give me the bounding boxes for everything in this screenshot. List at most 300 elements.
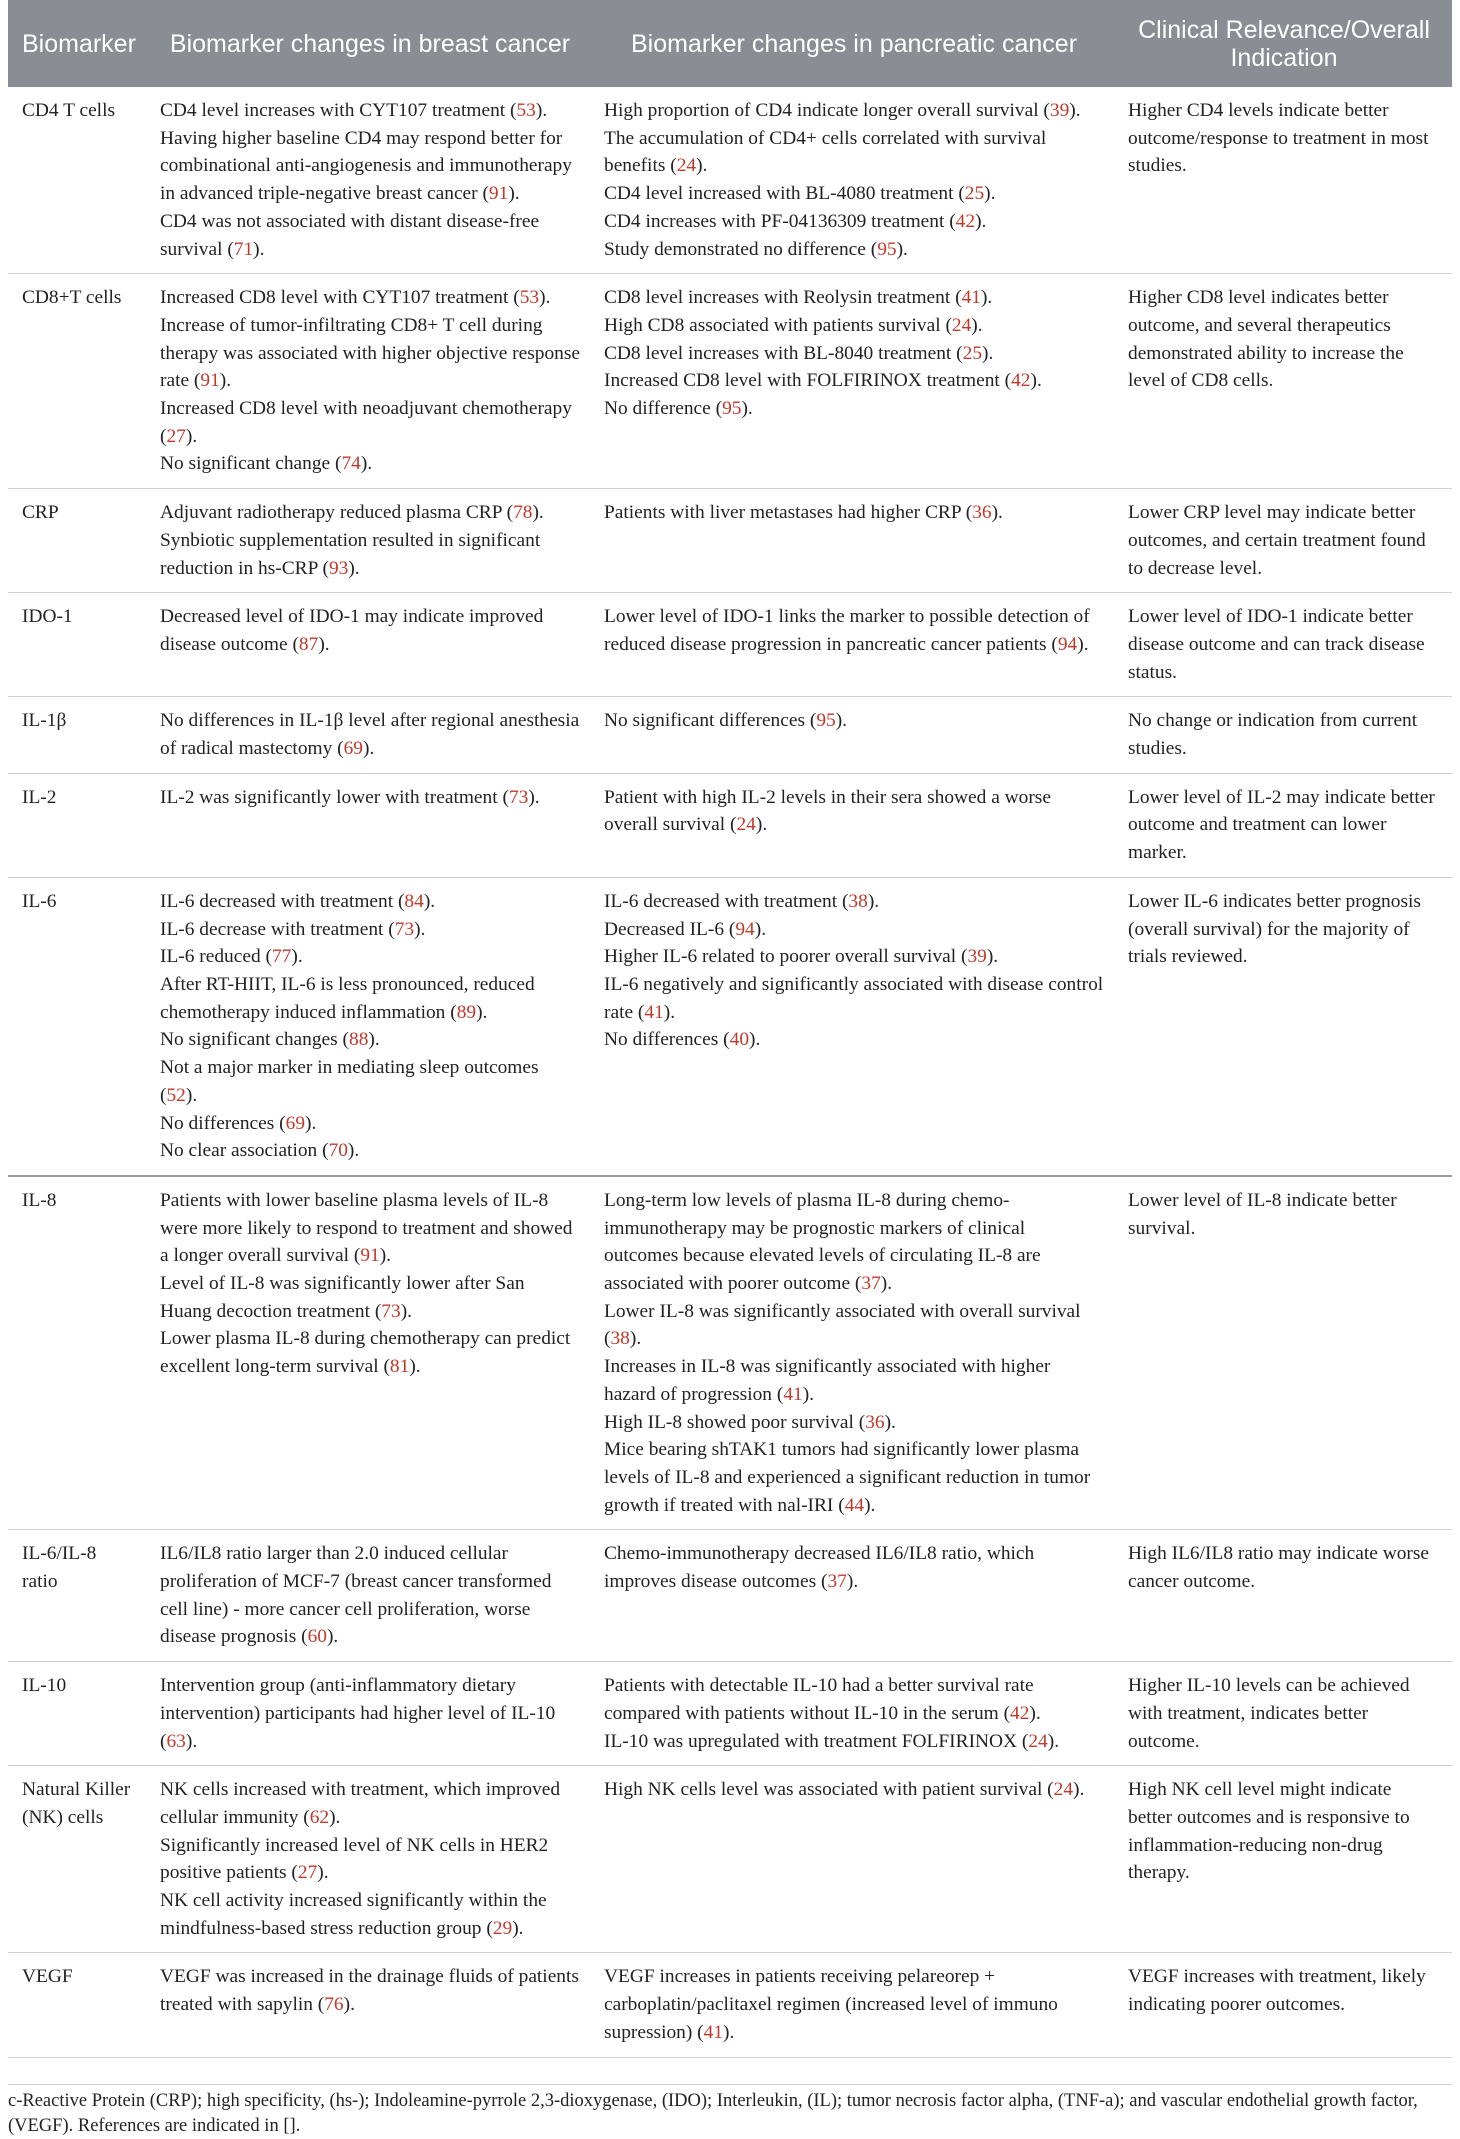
table-row bbox=[8, 1766, 1452, 1953]
finding-line bbox=[604, 707, 1104, 735]
finding-text-end: ). bbox=[1069, 100, 1081, 121]
finding-text-end: ). bbox=[409, 1356, 421, 1378]
finding-line bbox=[160, 916, 580, 944]
finding-text: Increased CD8 level with CYT107 treatment ( bbox=[160, 287, 520, 309]
reference-link[interactable]: 94 bbox=[1057, 633, 1078, 655]
finding-text-end: ). bbox=[802, 1383, 815, 1405]
reference-link[interactable]: 27 bbox=[166, 425, 186, 447]
finding-text: No significant change ( bbox=[160, 453, 342, 475]
finding-line bbox=[604, 603, 1104, 658]
biomarker-cell: IL-1β bbox=[8, 697, 148, 773]
finding-line bbox=[604, 971, 1104, 1026]
breast-changes-cell bbox=[148, 87, 592, 274]
reference-link[interactable]: 37 bbox=[827, 1571, 847, 1593]
clinical-relevance-cell: Lower CRP level may indicate better outcomes, and certain treatment found to decrease level. bbox=[1116, 489, 1452, 593]
reference-link[interactable]: 41 bbox=[961, 287, 981, 309]
finding-text: Lower plasma IL-8 during chemotherapy can predict excellent long-term survival ( bbox=[160, 1328, 571, 1378]
reference-link[interactable]: 41 bbox=[703, 2021, 724, 2043]
reference-link[interactable]: 25 bbox=[962, 342, 983, 364]
finding-text-end: ). bbox=[305, 1112, 317, 1134]
table-row bbox=[8, 1530, 1452, 1662]
finding-line bbox=[160, 1026, 580, 1054]
finding-text: Increased CD8 level with FOLFIRINOX treatment ( bbox=[604, 370, 1012, 392]
reference-link[interactable]: 69 bbox=[285, 1112, 306, 1134]
finding-text-end: ). bbox=[185, 1084, 198, 1106]
table-row bbox=[8, 274, 1452, 489]
finding-line bbox=[604, 1776, 1104, 1804]
finding-text: Level of IL-8 was significantly lower after San Huang decoction treatment ( bbox=[160, 1273, 525, 1322]
reference-link[interactable]: 62 bbox=[309, 1806, 330, 1828]
finding-line bbox=[604, 1409, 1104, 1437]
biomarker-cell: IL-10 bbox=[8, 1662, 148, 1766]
finding-text: CD8 level increases with Reolysin treatment ( bbox=[604, 287, 962, 309]
breast-changes-cell bbox=[148, 489, 592, 593]
clinical-relevance-cell: Lower level of IL-2 may indicate better outcome and treatment can lower marker. bbox=[1116, 773, 1452, 877]
finding-text: CD4 was not associated with distant disease-free survival ( bbox=[160, 210, 540, 260]
clinical-relevance-cell: Lower level of IL-8 indicate better survival. bbox=[1116, 1176, 1452, 1530]
finding-text-end: ). bbox=[754, 918, 767, 940]
finding-text-end: ). bbox=[185, 1730, 198, 1752]
finding-line bbox=[160, 1054, 580, 1109]
breast-changes-cell bbox=[148, 1176, 592, 1530]
finding-text-end: ). bbox=[476, 1001, 488, 1023]
table-row bbox=[8, 489, 1452, 593]
finding-text-end: ). bbox=[984, 183, 996, 205]
finding-line bbox=[604, 125, 1104, 180]
table-body bbox=[8, 87, 1452, 2057]
header-breast-cancer: Biomarker changes in breast cancer bbox=[148, 0, 592, 87]
finding-text-end: ). bbox=[629, 1328, 642, 1350]
finding-line bbox=[604, 1436, 1104, 1519]
reference-link[interactable]: 42 bbox=[1010, 1702, 1030, 1724]
reference-link[interactable]: 91 bbox=[200, 370, 220, 392]
finding-text: Adjuvant radiotherapy reduced plasma CRP ( bbox=[160, 502, 514, 524]
pancreatic-changes-cell bbox=[592, 1530, 1116, 1662]
table-row bbox=[8, 1662, 1452, 1766]
pancreatic-changes-cell bbox=[592, 697, 1116, 773]
finding-line bbox=[604, 1540, 1104, 1595]
biomarker-cell: IL-6 bbox=[8, 877, 148, 1176]
reference-link[interactable]: 27 bbox=[297, 1862, 318, 1884]
reference-link[interactable]: 25 bbox=[964, 183, 985, 205]
header-biomarker: Biomarker bbox=[8, 0, 148, 87]
reference-link[interactable]: 36 bbox=[865, 1411, 885, 1433]
pancreatic-changes-cell bbox=[592, 489, 1116, 593]
finding-line bbox=[160, 1270, 580, 1325]
finding-text: Chemo-immunotherapy decreased IL6/IL8 ratio, which improves disease outcomes ( bbox=[604, 1543, 1035, 1593]
reference-link[interactable]: 81 bbox=[389, 1356, 410, 1378]
finding-text: Patient with high IL-2 levels in their sera showed a worse overall survival ( bbox=[604, 786, 1051, 836]
finding-text-end: ). bbox=[508, 183, 520, 205]
finding-text: High CD8 associated with patients survival ( bbox=[604, 314, 952, 336]
biomarker-cell: CD8+T cells bbox=[8, 274, 148, 489]
reference-link[interactable]: 84 bbox=[404, 890, 424, 912]
header-row bbox=[8, 0, 1452, 87]
table-footnote: c-Reactive Protein (CRP); high specificity, (hs-); Indoleamine-pyrrole 2,3-dioxygenase, (IDO); Interleukin, (IL); tumor necrosis factor alpha, (TNF-a); and vascular endothelial growth factor, (VEGF). References are indicated in []. bbox=[8, 2084, 1452, 2139]
reference-link[interactable]: 24 bbox=[676, 155, 697, 177]
reference-link[interactable]: 91 bbox=[488, 183, 509, 205]
pancreatic-changes-cell bbox=[592, 1662, 1116, 1766]
reference-link[interactable]: 73 bbox=[394, 918, 415, 940]
finding-line bbox=[604, 236, 1104, 264]
finding-line bbox=[604, 1963, 1104, 2046]
finding-text-end: ). bbox=[880, 1273, 893, 1295]
finding-text: VEGF was increased in the drainage fluids of patients treated with sapylin ( bbox=[160, 1966, 579, 2016]
finding-text: No differences ( bbox=[604, 1029, 730, 1051]
finding-text: High IL-8 showed poor survival ( bbox=[604, 1411, 866, 1433]
finding-text-end: ). bbox=[363, 738, 375, 760]
finding-text-end: ). bbox=[535, 100, 548, 121]
finding-line bbox=[604, 395, 1104, 423]
reference-link[interactable]: 29 bbox=[492, 1917, 513, 1939]
finding-text-end: ). bbox=[1073, 1779, 1085, 1801]
finding-line bbox=[160, 208, 580, 263]
table-row bbox=[8, 1953, 1452, 2057]
pancreatic-changes-cell bbox=[592, 274, 1116, 489]
finding-text: CD4 increases with PF-04136309 treatment ( bbox=[604, 210, 956, 232]
finding-text: IL-6 reduced ( bbox=[160, 946, 272, 968]
finding-text: Lower level of IDO-1 links the marker to possible detection of reduced disease progression in pancreatic cancer patients ( bbox=[604, 606, 1090, 655]
reference-link[interactable]: 95 bbox=[722, 398, 742, 420]
finding-line bbox=[160, 499, 580, 527]
finding-text: No clear association ( bbox=[160, 1140, 329, 1162]
finding-text-end: ). bbox=[379, 1245, 392, 1267]
finding-line bbox=[160, 284, 580, 312]
pancreatic-changes-cell bbox=[592, 593, 1116, 697]
reference-link[interactable]: 39 bbox=[1049, 100, 1070, 121]
finding-line bbox=[604, 340, 1104, 368]
finding-text-end: ). bbox=[749, 1029, 761, 1051]
finding-text: NK cell activity increased significantly within the mindfulness-based stress reduction group ( bbox=[160, 1890, 547, 1939]
finding-text-end: ). bbox=[835, 710, 848, 732]
finding-line bbox=[604, 916, 1104, 944]
finding-text: Study demonstrated no difference ( bbox=[604, 238, 878, 260]
clinical-relevance-cell: Higher CD8 level indicates better outcome, and several therapeutics demonstrated ability to increase the level of CD8 cells. bbox=[1116, 274, 1452, 489]
reference-link[interactable]: 37 bbox=[861, 1273, 881, 1295]
pancreatic-changes-cell bbox=[592, 877, 1116, 1176]
finding-text-end: ). bbox=[991, 502, 1003, 524]
finding-line bbox=[160, 1776, 580, 1831]
finding-text-end: ). bbox=[864, 1494, 876, 1516]
finding-text: Significantly increased level of NK cells in HER2 positive patients ( bbox=[160, 1834, 549, 1884]
table-row bbox=[8, 87, 1452, 274]
finding-text-end: ). bbox=[348, 557, 360, 579]
finding-text: After RT-HIIT, IL-6 is less pronounced, reduced chemotherapy induced inflammation ( bbox=[160, 973, 535, 1023]
finding-text: NK cells increased with treatment, which improved cellular immunity ( bbox=[160, 1779, 561, 1828]
finding-text-end: ). bbox=[219, 370, 232, 392]
table-row bbox=[8, 877, 1452, 1176]
reference-link[interactable]: 73 bbox=[508, 786, 529, 808]
pancreatic-changes-cell bbox=[592, 87, 1116, 274]
reference-link[interactable]: 24 bbox=[1028, 1730, 1048, 1752]
reference-link[interactable]: 53 bbox=[516, 100, 536, 121]
finding-text-end: ). bbox=[1029, 1702, 1041, 1724]
finding-text-end: ). bbox=[414, 918, 426, 940]
reference-link[interactable]: 93 bbox=[328, 557, 349, 579]
reference-link[interactable]: 91 bbox=[360, 1245, 380, 1267]
finding-line bbox=[604, 888, 1104, 916]
reference-link[interactable]: 63 bbox=[166, 1730, 186, 1752]
finding-line bbox=[160, 943, 580, 971]
finding-text: Increased CD8 level with neoadjuvant chemotherapy ( bbox=[160, 398, 572, 447]
finding-text-end: ). bbox=[755, 814, 768, 836]
breast-changes-cell bbox=[148, 1766, 592, 1953]
biomarker-cell: Natural Killer (NK) cells bbox=[8, 1766, 148, 1953]
finding-line bbox=[160, 707, 580, 762]
finding-text: Synbiotic supplementation resulted in significant reduction in hs-CRP ( bbox=[160, 529, 541, 579]
pancreatic-changes-cell bbox=[592, 1176, 1116, 1530]
finding-line bbox=[604, 1728, 1104, 1756]
finding-text: IL-10 was upregulated with treatment FOLFIRINOX ( bbox=[604, 1730, 1029, 1752]
finding-line bbox=[604, 1026, 1104, 1054]
finding-text: Higher IL-6 related to poorer overall survival ( bbox=[604, 946, 968, 968]
biomarker-table bbox=[8, 0, 1452, 2058]
clinical-relevance-cell: Higher CD4 levels indicate better outcome/response to treatment in most studies. bbox=[1116, 87, 1452, 274]
finding-text-end: ). bbox=[318, 633, 330, 655]
reference-link[interactable]: 39 bbox=[967, 946, 987, 968]
finding-text: CD4 level increases with CYT107 treatment ( bbox=[160, 100, 517, 121]
reference-link[interactable]: 88 bbox=[349, 1029, 369, 1051]
finding-text: IL-6 decreased with treatment ( bbox=[604, 890, 849, 912]
finding-text-end: ). bbox=[982, 342, 994, 364]
pancreatic-changes-cell bbox=[592, 773, 1116, 877]
finding-text-end: ). bbox=[539, 287, 551, 309]
finding-text: High NK cells level was associated with patient survival ( bbox=[604, 1779, 1054, 1801]
finding-text: Patients with liver metastases had higher CRP ( bbox=[604, 502, 973, 524]
finding-line bbox=[160, 97, 580, 125]
finding-text-end: ). bbox=[253, 238, 265, 260]
finding-text: High proportion of CD4 indicate longer overall survival ( bbox=[604, 100, 1050, 121]
biomarker-cell: IL-2 bbox=[8, 773, 148, 877]
finding-text-end: ). bbox=[512, 1917, 524, 1939]
reference-link[interactable]: 69 bbox=[343, 738, 363, 760]
clinical-relevance-cell: VEGF increases with treatment, likely indicating poorer outcomes. bbox=[1116, 1953, 1452, 2057]
finding-line bbox=[160, 312, 580, 395]
finding-text: Patients with detectable IL-10 had a better survival rate compared with patients without IL-10 in the serum ( bbox=[604, 1675, 1034, 1724]
finding-text-end: ). bbox=[980, 287, 993, 309]
finding-text-end: ). bbox=[329, 1806, 341, 1828]
finding-text: IL-6 negatively and significantly associated with disease control rate ( bbox=[604, 973, 1104, 1023]
finding-line bbox=[160, 1832, 580, 1887]
biomarker-cell: IL-6/IL-8 ratio bbox=[8, 1530, 148, 1662]
finding-line bbox=[160, 1187, 580, 1270]
reference-link[interactable]: 77 bbox=[271, 946, 292, 968]
finding-text-end: ). bbox=[317, 1862, 329, 1884]
finding-line bbox=[160, 888, 580, 916]
finding-text-end: ). bbox=[896, 238, 908, 260]
breast-changes-cell bbox=[148, 593, 592, 697]
finding-text: Having higher baseline CD4 may respond better for combinational anti-angiogenesis and immunotherapy in advanced triple-negative breast cancer ( bbox=[160, 127, 572, 205]
finding-text-end: ). bbox=[1047, 1730, 1060, 1752]
finding-line bbox=[604, 367, 1104, 395]
clinical-relevance-cell: No change or indication from current studies. bbox=[1116, 697, 1452, 773]
reference-link[interactable]: 42 bbox=[955, 210, 976, 232]
finding-line bbox=[160, 527, 580, 582]
table-row bbox=[8, 593, 1452, 697]
finding-line bbox=[160, 971, 580, 1026]
finding-line bbox=[604, 784, 1104, 839]
reference-link[interactable]: 87 bbox=[298, 633, 319, 655]
reference-link[interactable]: 38 bbox=[848, 890, 868, 912]
finding-text: Patients with lower baseline plasma levels of IL-8 were more likely to respond to treatment and showed a longer overall survival ( bbox=[160, 1189, 573, 1267]
finding-text-end: ). bbox=[423, 890, 436, 912]
reference-link[interactable]: 41 bbox=[644, 1001, 664, 1023]
finding-line bbox=[160, 450, 580, 478]
table-header bbox=[8, 0, 1452, 87]
finding-line bbox=[604, 499, 1104, 527]
finding-line bbox=[160, 1887, 580, 1942]
finding-text-end: ). bbox=[1077, 633, 1089, 655]
finding-line bbox=[160, 1110, 580, 1138]
breast-changes-cell bbox=[148, 1662, 592, 1766]
finding-line bbox=[604, 208, 1104, 236]
breast-changes-cell bbox=[148, 1530, 592, 1662]
reference-link[interactable]: 71 bbox=[233, 238, 254, 260]
reference-link[interactable]: 42 bbox=[1011, 370, 1031, 392]
finding-text-end: ). bbox=[696, 155, 708, 177]
finding-text: Decreased IL-6 ( bbox=[604, 918, 736, 940]
reference-link[interactable]: 60 bbox=[307, 1626, 327, 1648]
finding-line bbox=[160, 1540, 580, 1651]
reference-link[interactable]: 89 bbox=[456, 1001, 477, 1023]
finding-text-end: ). bbox=[532, 502, 544, 524]
finding-text-end: ). bbox=[884, 1411, 896, 1433]
reference-link[interactable]: 36 bbox=[972, 502, 992, 524]
finding-text: No differences in IL-1β level after regional anesthesia of radical mastectomy ( bbox=[160, 710, 580, 760]
finding-text: No significant changes ( bbox=[160, 1029, 350, 1051]
finding-line bbox=[160, 1672, 580, 1755]
clinical-relevance-cell: Lower level of IDO-1 indicate better disease outcome and can track disease status. bbox=[1116, 593, 1452, 697]
finding-line bbox=[604, 943, 1104, 971]
finding-text-end: ). bbox=[185, 425, 198, 447]
finding-line bbox=[604, 180, 1104, 208]
finding-line bbox=[160, 784, 580, 812]
clinical-relevance-cell: Lower IL-6 indicates better prognosis (overall survival) for the majority of trials reviewed. bbox=[1116, 877, 1452, 1176]
finding-text: The accumulation of CD4+ cells correlated with survival benefits ( bbox=[604, 127, 1047, 177]
table-row bbox=[8, 697, 1452, 773]
finding-line bbox=[604, 1187, 1104, 1298]
reference-link[interactable]: 95 bbox=[877, 238, 897, 260]
finding-text: IL-6 decreased with treatment ( bbox=[160, 890, 405, 912]
finding-text-end: ). bbox=[400, 1300, 412, 1322]
reference-link[interactable]: 95 bbox=[816, 710, 836, 732]
table-row bbox=[8, 1176, 1452, 1530]
finding-text-end: ). bbox=[1030, 370, 1042, 392]
clinical-relevance-cell: High NK cell level might indicate better outcomes and is responsive to inflammation-reducing non-drug therapy. bbox=[1116, 1766, 1452, 1953]
reference-link[interactable]: 24 bbox=[1053, 1779, 1074, 1801]
finding-line bbox=[160, 125, 580, 208]
finding-line bbox=[604, 1298, 1104, 1353]
reference-link[interactable]: 38 bbox=[610, 1328, 630, 1350]
clinical-relevance-cell: Higher IL-10 levels can be achieved with treatment, indicates better outcome. bbox=[1116, 1662, 1452, 1766]
finding-text: CD4 level increased with BL-4080 treatment ( bbox=[604, 183, 965, 205]
finding-text-end: ). bbox=[347, 1140, 360, 1162]
breast-changes-cell bbox=[148, 773, 592, 877]
header-clinical-relevance: Clinical Relevance/Overall Indication bbox=[1116, 0, 1452, 87]
biomarker-cell: IL-8 bbox=[8, 1176, 148, 1530]
reference-link[interactable]: 24 bbox=[736, 814, 756, 836]
finding-line bbox=[160, 395, 580, 450]
finding-text: Decreased level of IDO-1 may indicate improved disease outcome ( bbox=[160, 606, 544, 655]
finding-text: Long-term low levels of plasma IL-8 during chemo-immunotherapy may be prognostic markers of clinical outcomes because elevated levels of circulating IL-8 are associated with poorer outcome ( bbox=[604, 1189, 1041, 1295]
finding-text: Not a major marker in mediating sleep outcomes ( bbox=[160, 1057, 539, 1106]
finding-text: CD8 level increases with BL-8040 treatment ( bbox=[604, 342, 963, 364]
finding-text-end: ). bbox=[846, 1571, 859, 1593]
reference-link[interactable]: 53 bbox=[519, 287, 540, 309]
finding-text-end: ). bbox=[867, 890, 880, 912]
reference-link[interactable]: 78 bbox=[513, 502, 533, 524]
reference-link[interactable]: 70 bbox=[328, 1140, 348, 1162]
finding-text-end: ). bbox=[663, 1001, 676, 1023]
finding-line bbox=[604, 284, 1104, 312]
reference-link[interactable]: 40 bbox=[729, 1029, 750, 1051]
finding-line bbox=[604, 312, 1104, 340]
finding-text: Increases in IL-8 was significantly associated with higher hazard of progression ( bbox=[604, 1356, 1051, 1405]
pancreatic-changes-cell bbox=[592, 1953, 1116, 2057]
reference-link[interactable]: 24 bbox=[951, 314, 972, 336]
finding-line bbox=[604, 97, 1104, 125]
finding-line bbox=[160, 1963, 580, 2018]
finding-text: IL6/IL8 ratio larger than 2.0 induced cellular proliferation of MCF-7 (breast cancer transformed cell line) - more cancer cell proliferation, worse disease prognosis ( bbox=[160, 1543, 552, 1648]
finding-text-end: ). bbox=[975, 210, 987, 232]
breast-changes-cell bbox=[148, 877, 592, 1176]
finding-text-end: ). bbox=[326, 1626, 339, 1648]
finding-line bbox=[160, 1137, 580, 1165]
finding-line bbox=[604, 1672, 1104, 1727]
finding-text-end: ). bbox=[343, 1994, 355, 2016]
finding-text-end: ). bbox=[291, 946, 303, 968]
pancreatic-changes-cell bbox=[592, 1766, 1116, 1953]
finding-text: No differences ( bbox=[160, 1112, 286, 1134]
breast-changes-cell bbox=[148, 1953, 592, 2057]
finding-text-end: ). bbox=[360, 453, 373, 475]
biomarker-cell: VEGF bbox=[8, 1953, 148, 2057]
finding-text: No difference ( bbox=[604, 398, 723, 420]
finding-text-end: ). bbox=[971, 314, 983, 336]
reference-link[interactable]: 73 bbox=[381, 1300, 401, 1322]
finding-text: Intervention group (anti-inflammatory dietary intervention) participants had higher level of IL-10 ( bbox=[160, 1675, 556, 1752]
finding-text: No significant differences ( bbox=[604, 710, 817, 732]
finding-line bbox=[604, 1353, 1104, 1408]
table-row bbox=[8, 773, 1452, 877]
biomarker-cell: CRP bbox=[8, 489, 148, 593]
breast-changes-cell bbox=[148, 697, 592, 773]
header-pancreatic-cancer: Biomarker changes in pancreatic cancer bbox=[592, 0, 1116, 87]
finding-line bbox=[160, 603, 580, 658]
finding-text: Mice bearing shTAK1 tumors had significantly lower plasma levels of IL-8 and experienced a significant reduction in tumor growth if treated with nal-IRI ( bbox=[604, 1439, 1091, 1516]
finding-text-end: ). bbox=[723, 2021, 735, 2043]
breast-changes-cell bbox=[148, 274, 592, 489]
reference-link[interactable]: 41 bbox=[783, 1383, 803, 1405]
finding-text: IL-2 was significantly lower with treatment ( bbox=[160, 786, 509, 808]
reference-link[interactable]: 94 bbox=[735, 918, 755, 940]
finding-text-end: ). bbox=[986, 946, 999, 968]
finding-line bbox=[160, 1325, 580, 1380]
clinical-relevance-cell: High IL6/IL8 ratio may indicate worse cancer outcome. bbox=[1116, 1530, 1452, 1662]
reference-link[interactable]: 52 bbox=[166, 1084, 186, 1106]
finding-text: IL-6 decrease with treatment ( bbox=[160, 918, 395, 940]
finding-text-end: ). bbox=[368, 1029, 380, 1051]
biomarker-cell: IDO-1 bbox=[8, 593, 148, 697]
finding-text: VEGF increases in patients receiving pelareorep + carboplatin/paclitaxel regimen (increased level of immuno supression) ( bbox=[604, 1966, 1058, 2043]
reference-link[interactable]: 76 bbox=[324, 1994, 344, 2016]
finding-text: Lower IL-8 was significantly associated with overall survival ( bbox=[604, 1300, 1081, 1350]
finding-text-end: ). bbox=[741, 398, 753, 420]
reference-link[interactable]: 74 bbox=[341, 453, 361, 475]
reference-link[interactable]: 44 bbox=[844, 1494, 865, 1516]
finding-text: Increase of tumor-infiltrating CD8+ T cell during therapy was associated with higher objective response rate ( bbox=[160, 314, 580, 392]
biomarker-cell: CD4 T cells bbox=[8, 87, 148, 274]
